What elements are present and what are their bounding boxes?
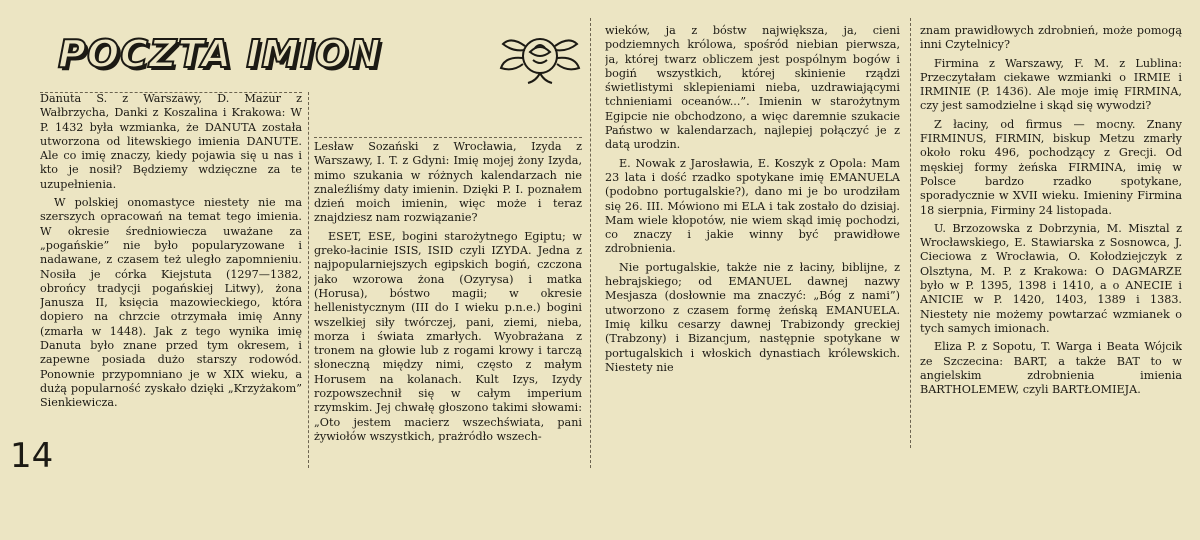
- rose-icon: [495, 28, 585, 86]
- column-3: [605, 24, 900, 464]
- page-title: POCZTA IMION: [58, 32, 382, 76]
- paragraph: E. Nowak z Jarosławia, E. Koszyk z Opola: Mam 23 lata i dość rzadko spotykane imię EMANUELA (podobno portugalskie?), dano mi je bo urodziłam się 26. III. Mówiono mi ELA i tak zostało do dzisiaj. Mam wiele kłopotów, nie wiem skąd imię pochodzi, co znaczy i jakie winny być prawidłowe zdrobnienia.: [605, 156, 900, 256]
- divider: [314, 137, 582, 138]
- paragraph: ESET, ESE, bogini starożytnego Egiptu; w greko-łacinie ISIS, ISID czyli IZYDA. Jedna z najpopularniejszych egipskich bogiń, czczona jako wzorowa żona (Ozyrysa) i matka (Horusa), bóstwo magii; w okresie hellenistycznym (III do I wieku p.n.e.) bogini wszelkiej siły twórczej, pani, ziemi, nieba, morza i świata zmarłych. Wyobrażana z tronem na głowie lub z rogami krowy i tarczą słoneczną między nimi, często z małym Horusem na kolanach. Kult Izys, Izydy rozpowszechnił się w całym imperium rzymskim. Jej chwałę głoszono takimi słowami: „Oto jestem macierz wszechświata, pani żywiołów wszystkich, prażródło wszech-: [314, 229, 582, 443]
- divider: [910, 18, 911, 448]
- divider: [590, 18, 591, 468]
- column-4: [920, 24, 1182, 444]
- paragraph: Firmina z Warszawy, F. M. z Lublina: Przeczytałam ciekawe wzmianki o IRMIE i IRMINIE (P. 1436). Ale moje imię FIRMINA, czy jest samodzielne i skąd się wywodzi?: [920, 56, 1182, 113]
- paragraph: Eliza P. z Sopotu, T. Warga i Beata Wójcik ze Szczecina: BART, a także BAT to w angielskim zdrobnienia imienia BARTHOLEMEW, czyli BARTŁOMIEJA.: [920, 340, 1182, 397]
- paragraph: Z łaciny, od firmus — mocny. Znany FIRMINUS, FIRMIN, biskup Metzu zmarły około roku 496, pochodzący z Grecji. Od męskiej formy żeńska FIRMINA, imię w Polsce bardzo rzadko spotykane, sporadycznie w XVII wieku. Imieniny Firmina 18 sierpnia, Firminy 24 listopada.: [920, 117, 1182, 217]
- paragraph: W polskiej onomastyce niestety nie ma szerszych opracowań na temat tego imienia. W okresie średniowiecza uważane za „pogańskie” nie było popularyzowane i nadawane, z czasem też uległo zapomnieniu. Nosiła je córka Kiejstuta (1297—1382, obrońcy tradycji pogańskiej Litwy), żona Janusza II, księcia mazowieckiego, która dopiero na chrzcie otrzymała imię Anny (zmarła w 1448). Jak z tego wynika imię Danuta było znane przed tym okresem, i zapewne posiada dużo starszy rodowód. Ponownie przypomniano je w XIX wieku, a dużą popularność zyskało dzięki „Krzyżakom” Sienkiewicza.: [40, 196, 302, 410]
- paragraph: Nie portugalskie, także nie z łaciny, biblijne, z hebrajskiego; od EMANUEL dawnej nazwy Mesjasza (dosłownie ma znaczyć: „Bóg z nami”) utworzono z czasem formę żeńską EMANUELA. Imię kilku cesarzy dawnej Trabizondy greckiej (Trabzony) i Bizancjum, następnie spotykane w portugalskich i włoskich dynastiach królewskich. Niestety nie: [605, 260, 900, 374]
- paragraph: Danuta S. z Warszawy, D. Mazur z Wałbrzycha, Danki z Koszalina i Krakowa: W P. 1432 była wzmianka, że DANUTA została utworzona od litewskiego imienia DANUTE. Ale co imię znaczy, kiedy pojawia się u nas i kto je nosił? Będziemy wdzięczne za te uzupełnienia.: [40, 92, 302, 191]
- column-1: [40, 92, 302, 492]
- column-2: [314, 140, 582, 540]
- column-header: [40, 22, 600, 90]
- paragraph: znam prawidłowych zdrobnień, może pomogą inni Czytelnicy?: [920, 24, 1182, 52]
- page-number: 14: [10, 436, 54, 476]
- paragraph: U. Brzozowska z Dobrzynia, M. Misztal z Wrocławskiego, E. Stawiarska z Sosnowca, J. Cieciowa z Wrocławia, O. Kołodziejczyk z Olsztyna, M. P. z Krakowa: O DAGMARZE było w P. 1395, 1398 i 1410, a o ANECIE i ANICIE w P. 1420, 1403, 1389 i 1383. Niestety nie możemy powtarzać wzmianek o tych samych imionach.: [920, 221, 1182, 335]
- paragraph: Lesław Sozański z Wrocławia, Izyda z Warszawy, I. T. z Gdyni: Imię mojej żony Izyda, mimo szukania w różnych kalendarzach nie znaleźliśmy daty imienin. Dzięki P. I. poznałem dzień moich imienin, więc może i teraz znajdziesz nam rozwiązanie?: [314, 140, 582, 225]
- divider: [308, 92, 309, 468]
- paragraph: wieków, ja z bóstw największa, ja, cieni podziemnych królowa, spośród niebian pierwsza, ja, której twarz obliczem jest pospólnym bogów i bogiń wszystkich, której skinienie rządzi świetlistymi sklepieniami nieba, uzdrawiającymi tchnieniami oceanów...”. Imienin w starożytnym Egipcie nie obchodzono, a więc daremnie szukacie Państwo w kalendarzach, najlepiej połączyć je z datą urodzin.: [605, 24, 900, 152]
